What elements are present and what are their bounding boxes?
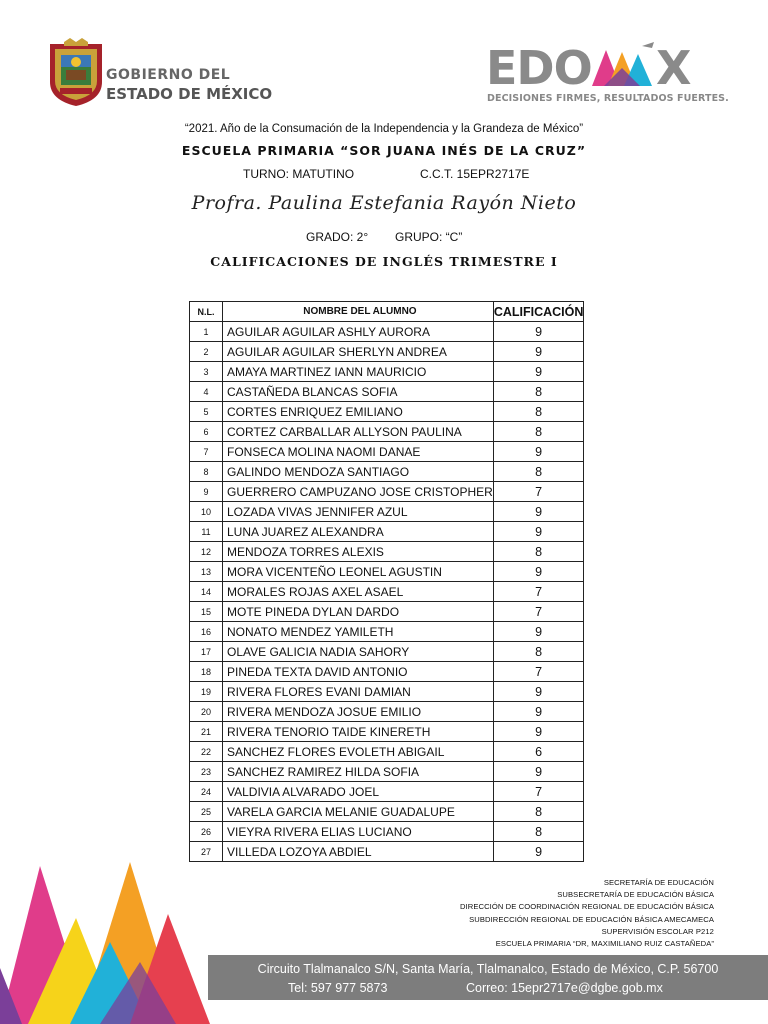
student-grade: 9 [493, 702, 584, 722]
student-name: MORALES ROJAS AXEL ASAEL [223, 582, 494, 602]
row-number: 2 [190, 342, 223, 362]
decorative-triangles [0, 858, 215, 1024]
student-name: VALDIVIA ALVARADO JOEL [223, 782, 494, 802]
table-row [190, 582, 584, 602]
student-name: CORTEZ CARBALLAR ALLYSON PAULINA [223, 422, 494, 442]
department-lines [460, 877, 714, 950]
student-name: OLAVE GALICIA NADIA SAHORY [223, 642, 494, 662]
student-name: CASTAÑEDA BLANCAS SOFIA [223, 382, 494, 402]
student-name: AMAYA MARTINEZ IANN MAURICIO [223, 362, 494, 382]
student-grade: 8 [493, 462, 584, 482]
student-grade: 9 [493, 762, 584, 782]
student-name: NONATO MENDEZ YAMILETH [223, 622, 494, 642]
table-row [190, 822, 584, 842]
student-grade: 9 [493, 362, 584, 382]
student-grade: 9 [493, 522, 584, 542]
student-grade: 8 [493, 642, 584, 662]
student-grade: 9 [493, 442, 584, 462]
student-name: GALINDO MENDOZA SANTIAGO [223, 462, 494, 482]
student-name: VARELA GARCIA MELANIE GUADALUPE [223, 802, 494, 822]
student-name: MENDOZA TORRES ALEXIS [223, 542, 494, 562]
student-grade: 6 [493, 742, 584, 762]
row-number: 22 [190, 742, 223, 762]
table-row [190, 442, 584, 462]
student-grade: 8 [493, 422, 584, 442]
row-number: 13 [190, 562, 223, 582]
row-number: 12 [190, 542, 223, 562]
svg-text:EDO: EDO [486, 42, 592, 92]
student-name: GUERRERO CAMPUZANO JOSE CRISTOPHER [223, 482, 494, 502]
student-grade: 8 [493, 382, 584, 402]
student-name: RIVERA FLORES EVANI DAMIAN [223, 682, 494, 702]
table-row [190, 362, 584, 382]
student-grade: 9 [493, 622, 584, 642]
table-row [190, 502, 584, 522]
student-grade: 9 [493, 502, 584, 522]
row-number: 18 [190, 662, 223, 682]
table-row [190, 462, 584, 482]
row-number: 26 [190, 822, 223, 842]
shift-label: TURNO: MATUTINO [243, 167, 355, 181]
government-name [106, 66, 272, 104]
footer-email[interactable]: Correo: 15epr2717e@dgbe.gob.mx [466, 981, 663, 995]
student-grade: 9 [493, 842, 584, 862]
row-number: 17 [190, 642, 223, 662]
student-grade: 7 [493, 482, 584, 502]
student-name: LUNA JUAREZ ALEXANDRA [223, 522, 494, 542]
year-motto: “2021. Año de la Consumación de la Independencia y la Grandeza de México” [184, 123, 584, 135]
row-number: 7 [190, 442, 223, 462]
table-row [190, 382, 584, 402]
student-name: PINEDA TEXTA DAVID ANTONIO [223, 662, 494, 682]
grade-level: GRADO: 2° [306, 230, 369, 244]
student-grade: 7 [493, 662, 584, 682]
row-number: 11 [190, 522, 223, 542]
dept-line: SUPERVISIÓN ESCOLAR P212 [601, 926, 714, 936]
government-line-1: GOBIERNO DEL [106, 67, 231, 83]
student-grade: 9 [493, 342, 584, 362]
row-number: 16 [190, 622, 223, 642]
student-grade: 8 [493, 402, 584, 422]
table-row [190, 562, 584, 582]
student-grade: 8 [493, 822, 584, 842]
table-row [190, 542, 584, 562]
edomex-wordmark [486, 42, 730, 92]
row-number: 3 [190, 362, 223, 382]
dept-line: ESCUELA PRIMARIA “DR, MAXIMILIANO RUIZ CASTAÑEDA” [495, 939, 714, 949]
table-row [190, 482, 584, 502]
group-label: GRUPO: “C” [395, 230, 463, 244]
table-header [190, 302, 584, 322]
row-number: 24 [190, 782, 223, 802]
row-number: 5 [190, 402, 223, 422]
student-name: RIVERA TENORIO TAIDE KINERETH [223, 722, 494, 742]
document-title: CALIFICACIONES DE INGLÉS TRIMESTRE I [210, 254, 558, 269]
table-row [190, 722, 584, 742]
table-row [190, 842, 584, 862]
table-row [190, 522, 584, 542]
government-line-2: ESTADO DE MÉXICO [106, 85, 273, 103]
table-body [190, 322, 584, 862]
school-code: C.C.T. 15EPR2717E [420, 167, 530, 181]
row-number: 21 [190, 722, 223, 742]
row-number: 25 [190, 802, 223, 822]
table-row [190, 702, 584, 722]
table-row [190, 342, 584, 362]
table-row [190, 642, 584, 662]
table-row [190, 782, 584, 802]
student-grade: 9 [493, 682, 584, 702]
row-number: 6 [190, 422, 223, 442]
row-number: 10 [190, 502, 223, 522]
student-grade: 7 [493, 582, 584, 602]
student-name: SANCHEZ RAMIREZ HILDA SOFIA [223, 762, 494, 782]
header-name: NOMBRE DEL ALUMNO [223, 302, 494, 322]
header-row [190, 302, 584, 322]
row-number: 4 [190, 382, 223, 402]
table-row [190, 322, 584, 342]
table-row [190, 762, 584, 782]
header-grade: CALIFICACIÓN [493, 302, 584, 322]
row-number: 23 [190, 762, 223, 782]
student-grade: 9 [493, 722, 584, 742]
table-row [190, 662, 584, 682]
row-number: 27 [190, 842, 223, 862]
state-seal-logo [44, 38, 108, 108]
svg-text:X: X [656, 42, 692, 92]
dept-line: SUBSECRETARÍA DE EDUCACIÓN BÁSICA [557, 890, 714, 900]
dept-line: SUBDIRECCIÓN REGIONAL DE EDUCACIÓN BÁSICA AMECAMECA [469, 914, 714, 924]
dept-line: SECRETARÍA DE EDUCACIÓN [603, 878, 714, 887]
student-name: VIEYRA RIVERA ELIAS LUCIANO [223, 822, 494, 842]
edomex-m-shape [592, 50, 652, 86]
row-number: 8 [190, 462, 223, 482]
row-number: 15 [190, 602, 223, 622]
row-number: 1 [190, 322, 223, 342]
row-number: 19 [190, 682, 223, 702]
student-name: AGUILAR AGUILAR SHERLYN ANDREA [223, 342, 494, 362]
table-row [190, 802, 584, 822]
table-row [190, 402, 584, 422]
table-row [190, 422, 584, 442]
edomex-slogan: DECISIONES FIRMES, RESULTADOS FUERTES. [487, 93, 729, 104]
dept-line: DIRECCIÓN DE COORDINACIÓN REGIONAL DE EDUCACIÓN BÁSICA [459, 902, 714, 912]
student-grade: 8 [493, 802, 584, 822]
table-row [190, 622, 584, 642]
student-grade: 9 [493, 322, 584, 342]
student-name: FONSECA MOLINA NAOMI DANAE [223, 442, 494, 462]
student-name: MOTE PINEDA DYLAN DARDO [223, 602, 494, 622]
table-row [190, 682, 584, 702]
student-grade: 9 [493, 562, 584, 582]
student-name: SANCHEZ FLORES EVOLETH ABIGAIL [223, 742, 494, 762]
student-name: AGUILAR AGUILAR ASHLY AURORA [223, 322, 494, 342]
header-nl: N.L. [190, 302, 223, 322]
student-grade: 7 [493, 782, 584, 802]
footer-phone: Tel: 597 977 5873 [288, 981, 388, 995]
student-name: CORTES ENRIQUEZ EMILIANO [223, 402, 494, 422]
row-number: 9 [190, 482, 223, 502]
student-name: RIVERA MENDOZA JOSUE EMILIO [223, 702, 494, 722]
table-row [190, 742, 584, 762]
row-number: 20 [190, 702, 223, 722]
row-number: 14 [190, 582, 223, 602]
student-name: VILLEDA LOZOYA ABDIEL [223, 842, 494, 862]
teacher-name: Profra. Paulina Estefania Rayón Nieto [191, 192, 577, 214]
school-name: ESCUELA PRIMARIA “SOR JUANA INÉS DE LA CRUZ” [181, 143, 587, 158]
student-grade: 7 [493, 602, 584, 622]
footer-address: Circuito Tlalmanalco S/N, Santa María, Tlalmanalco, Estado de México, C.P. 56700 [257, 962, 719, 976]
grades-table [189, 301, 584, 862]
table-row [190, 602, 584, 622]
student-name: MORA VICENTEÑO LEONEL AGUSTIN [223, 562, 494, 582]
student-grade: 8 [493, 542, 584, 562]
edomex-logo [486, 42, 730, 92]
student-name: LOZADA VIVAS JENNIFER AZUL [223, 502, 494, 522]
